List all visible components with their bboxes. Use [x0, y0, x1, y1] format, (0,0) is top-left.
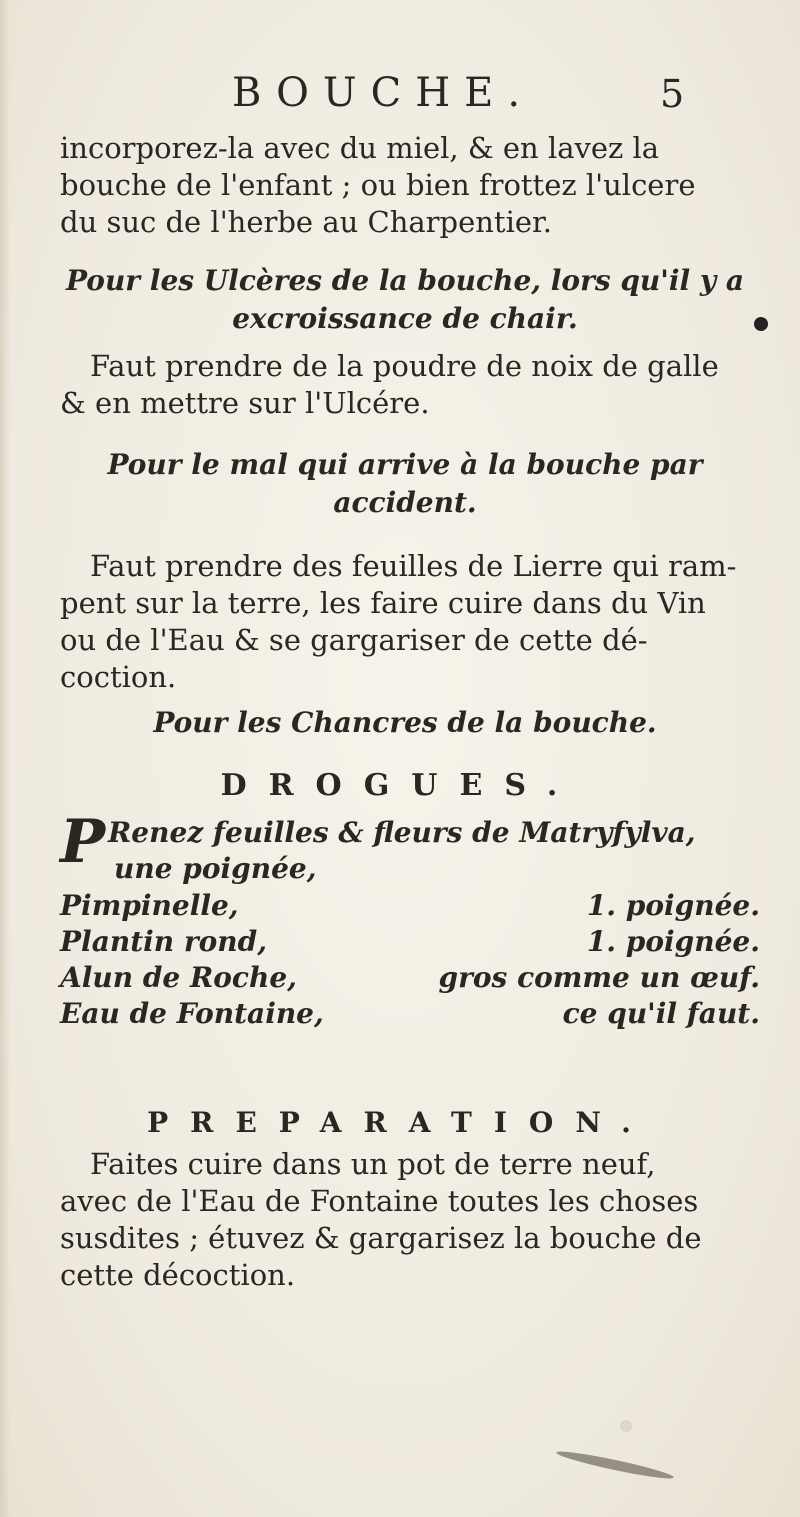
text-line: Faites cuire dans un pot de terre neuf, [90, 1147, 656, 1181]
text-line: du suc de l'herbe au Charpentier. [60, 205, 552, 239]
text-line: cette décoction. [60, 1258, 296, 1292]
ingredient-name: Pimpinelle, [60, 889, 239, 922]
recipe-intro [108, 815, 768, 887]
title-line: excroissance de chair. [232, 302, 578, 335]
ingredient-name: Eau de Fontaine, [60, 997, 324, 1030]
paragraph-1 [60, 130, 750, 241]
running-header [0, 70, 800, 130]
drop-cap: P [60, 807, 106, 877]
text-line: pent sur la terre, les faire cuire dans du Vin [60, 586, 706, 620]
preparation-heading: PREPARATION. [147, 1106, 653, 1139]
ingredient-amount: gros comme un œuf. [438, 961, 760, 994]
ingredient-amount: ce qu'il faut. [562, 997, 760, 1030]
text-line: ou de l'Eau & se gargariser de cette dé- [60, 623, 648, 657]
section-title-chancres [60, 704, 750, 742]
paragraph-3 [60, 548, 750, 696]
text-line: avec de l'Eau de Fontaine toutes les choses [60, 1184, 699, 1218]
page-edge-shadow [0, 0, 10, 1517]
page-number: 5 [660, 72, 685, 116]
section-title-ulceres [60, 262, 750, 338]
text-line: Faut prendre des feuilles de Lierre qui ram- [90, 549, 737, 583]
paragraph-2 [60, 348, 750, 422]
ink-dot-mark [754, 317, 768, 331]
ingredient-row [60, 960, 760, 996]
recipe-line: Renez feuilles & fleurs de Matryfylva, [108, 816, 696, 849]
title-line: Pour les Ulcères de la bouche, lors qu'il y a [65, 264, 745, 297]
ingredient-row [60, 888, 760, 924]
text-line: Faut prendre de la poudre de noix de galle [90, 349, 719, 383]
title-line: Pour les Chancres de la bouche. [153, 706, 657, 739]
ink-stroke-mark [555, 1448, 674, 1483]
paragraph-4 [60, 1146, 750, 1294]
recipe-line: une poignée, [114, 852, 317, 885]
title-line: accident. [333, 486, 477, 519]
text-line: & en mettre sur l'Ulcére. [60, 386, 430, 420]
ingredient-name: Plantin rond, [60, 925, 267, 958]
text-line: coction. [60, 660, 177, 694]
ingredient-list [60, 888, 760, 1032]
text-line: bouche de l'enfant ; ou bien frottez l'ulcere [60, 168, 696, 202]
ingredient-amount: 1. poignée. [586, 889, 760, 922]
text-line: susdites ; étuvez & gargarisez la bouche de [60, 1221, 702, 1255]
ingredient-row [60, 924, 760, 960]
ingredient-row [60, 996, 760, 1032]
running-title: BOUCHE. [232, 70, 535, 116]
ingredient-name: Alun de Roche, [60, 961, 297, 994]
ingredient-amount: 1. poignée. [586, 925, 760, 958]
paper-spot [620, 1420, 632, 1432]
drogues-heading: DROGUES. [220, 768, 580, 803]
title-line: Pour le mal qui arrive à la bouche par [107, 448, 703, 481]
section-title-accident [60, 446, 750, 522]
text-line: incorporez-la avec du miel, & en lavez la [60, 131, 660, 165]
